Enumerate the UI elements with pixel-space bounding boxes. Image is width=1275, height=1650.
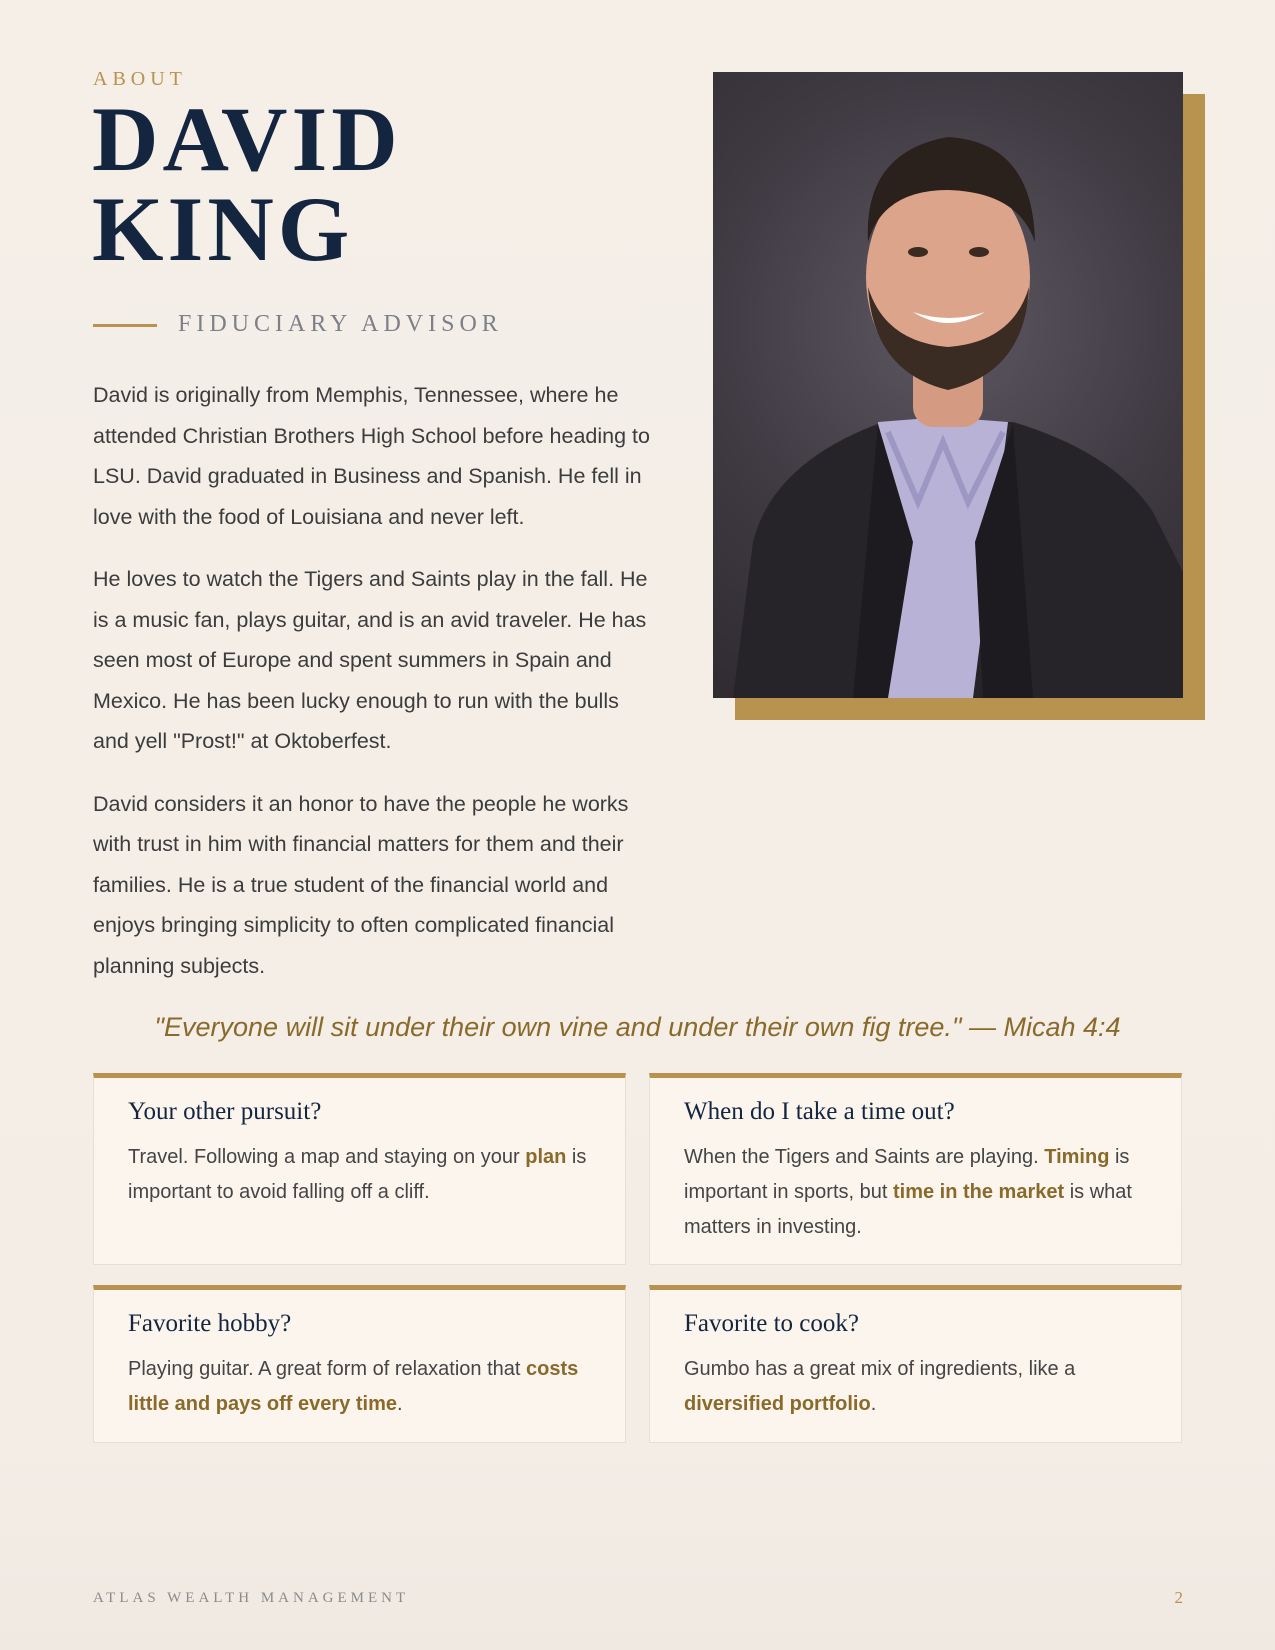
card-text: Playing guitar. A great form of relaxation that costs little and pays off every time.	[128, 1358, 579, 1415]
card-title: Favorite hobby?	[128, 1310, 292, 1337]
page-number: 2	[1174, 1588, 1183, 1607]
first-name: DAVID	[92, 88, 402, 190]
footer-brand: ATLAS WEALTH MANAGEMENT	[93, 1590, 410, 1606]
card-title: Your other pursuit?	[128, 1098, 322, 1125]
role-divider	[93, 324, 157, 327]
card-title: When do I take a time out?	[684, 1098, 955, 1125]
section-eyebrow: ABOUT	[93, 68, 187, 90]
advisor-role: FIDUCIARY ADVISOR	[178, 311, 503, 337]
qa-card-cook	[649, 1285, 1182, 1443]
card-title: Favorite to cook?	[684, 1310, 859, 1337]
card-text: Gumbo has a great mix of ingredients, like a diversified portfolio.	[684, 1358, 1076, 1415]
bio-section	[93, 375, 653, 1008]
bio-paragraph: He loves to watch the Tigers and Saints play in the fall. He is a music fan, plays guitar, and is an avid traveler. He has seen most of Europe and spent summers in Spain and Mexico. He has been lucky enough to run with the bulls and yell "Prost!" at Oktoberfest.	[93, 567, 648, 753]
card-text: Travel. Following a map and staying on your plan is important to avoid falling off a cliff.	[128, 1146, 587, 1203]
advisor-portrait	[713, 72, 1183, 698]
bio-paragraph: David is originally from Memphis, Tennessee, where he attended Christian Brothers High School before heading to LSU. David graduated in Business and Spanish. He fell in love with the food of Louisiana and never left.	[93, 383, 650, 529]
last-name: KING	[92, 178, 354, 280]
portrait-illustration	[713, 72, 1183, 698]
bio-paragraph: David considers it an honor to have the people he works with trust in him with financial matters for them and their families. He is a true student of the financial world and enjoys bringing simplicity to often complicated financial planning subjects.	[93, 791, 629, 978]
qa-card-hobby	[93, 1285, 626, 1443]
scripture-quote: "Everyone will sit under their own vine and under their own fig tree." — Micah 4:4	[154, 1012, 1121, 1042]
qa-card-time-out	[649, 1073, 1182, 1265]
qa-card-other-pursuit	[93, 1073, 626, 1265]
card-text: When the Tigers and Saints are playing. Timing is important in sports, but time in the market is what matters in investing.	[684, 1146, 1132, 1238]
advisor-name	[92, 88, 402, 280]
